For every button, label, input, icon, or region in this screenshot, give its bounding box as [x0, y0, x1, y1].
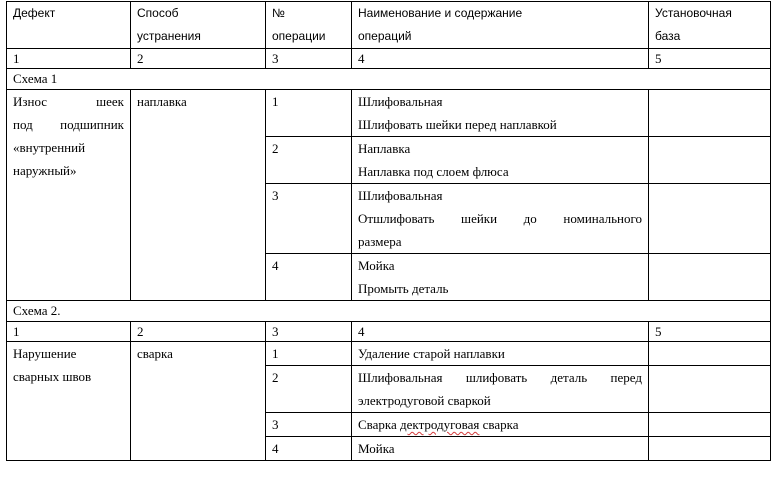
scheme1-title: Схема 1	[7, 69, 771, 90]
col-number: 1	[7, 322, 131, 342]
op-number: 2	[266, 137, 352, 184]
col-number: 2	[131, 322, 266, 342]
op-description: Наплавка Наплавка под слоем флюса	[352, 137, 649, 184]
op-text: Сварка	[358, 417, 401, 432]
table-row	[7, 342, 771, 366]
col-number: 3	[266, 322, 352, 342]
op-description	[352, 413, 649, 437]
column-numbers-row	[7, 49, 771, 69]
op-number: 4	[266, 437, 352, 461]
col-number: 4	[352, 322, 649, 342]
col-number: 4	[352, 49, 649, 69]
misspelled-word: дектродуговая	[400, 417, 480, 432]
col-number: 1	[7, 49, 131, 69]
op-number: 1	[266, 342, 352, 366]
col-number: 3	[266, 49, 352, 69]
header-op-name: Наименование и содержание операций	[352, 2, 649, 49]
header-row	[7, 2, 771, 49]
op-base	[649, 90, 771, 137]
op-number: 3	[266, 413, 352, 437]
op-number: 1	[266, 90, 352, 137]
op-base	[649, 184, 771, 254]
header-defect: Дефект	[7, 2, 131, 49]
scheme1-defect: Износ шеек под подшипник «внутренний наружный»	[7, 90, 131, 301]
col-number: 5	[649, 322, 771, 342]
op-description: Мойка Промыть деталь	[352, 254, 649, 301]
scheme1-title-row	[7, 69, 771, 90]
op-base	[649, 137, 771, 184]
op-base	[649, 342, 771, 366]
op-base	[649, 254, 771, 301]
header-method: Способ устранения	[131, 2, 266, 49]
column-numbers-row	[7, 322, 771, 342]
header-op-no: № операции	[266, 2, 352, 49]
scheme2-method: сварка	[131, 342, 266, 461]
table-row	[7, 90, 771, 137]
scheme1-method: наплавка	[131, 90, 266, 301]
op-description: Удаление старой наплавки	[352, 342, 649, 366]
scheme2-defect: Нарушение сварных швов	[7, 342, 131, 461]
op-description: Шлифовальная шлифовать деталь перед электродуговой сваркой	[352, 366, 649, 413]
header-base: Установочная база	[649, 2, 771, 49]
op-base	[649, 437, 771, 461]
operations-table	[6, 1, 771, 461]
op-number: 3	[266, 184, 352, 254]
col-number: 5	[649, 49, 771, 69]
op-base	[649, 366, 771, 413]
scheme2-title: Схема 2.	[7, 301, 771, 322]
col-number: 2	[131, 49, 266, 69]
op-description: Мойка	[352, 437, 649, 461]
op-text: сварка	[479, 417, 519, 432]
op-base	[649, 413, 771, 437]
scheme2-title-row	[7, 301, 771, 322]
op-number: 4	[266, 254, 352, 301]
op-number: 2	[266, 366, 352, 413]
op-description: Шлифовальная Шлифовать шейки перед наплавкой	[352, 90, 649, 137]
op-description: Шлифовальная Отшлифовать шейки до номинального размера	[352, 184, 649, 254]
